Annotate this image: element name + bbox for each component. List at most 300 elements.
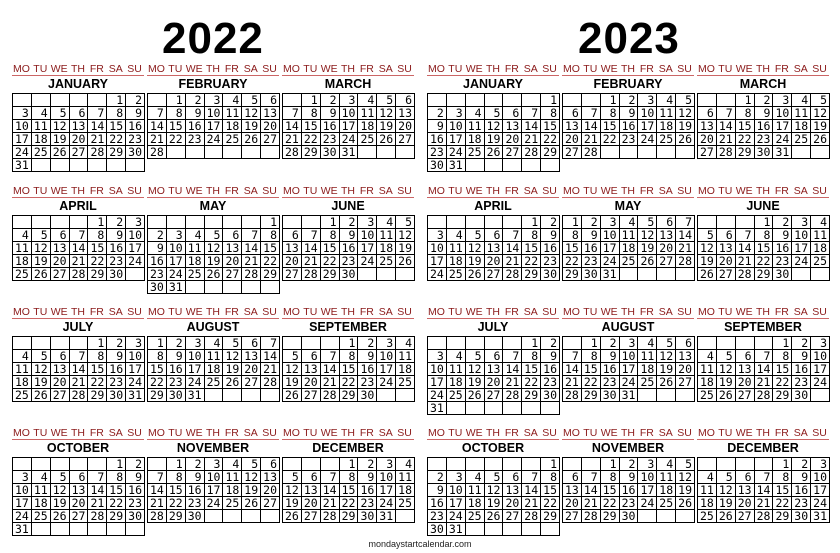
weekday-label: MO [147, 427, 165, 439]
day-cell: 3 [638, 458, 657, 471]
day-cell: 27 [50, 268, 69, 281]
day-cell: 18 [465, 497, 484, 510]
day-cell: 2 [358, 458, 377, 471]
weekday-label: MO [282, 63, 300, 75]
day-cell: 29 [522, 389, 541, 402]
day-cell: 2 [619, 94, 638, 107]
empty-day-cell [69, 523, 88, 536]
weekday-label: WE [735, 185, 753, 197]
day-cell: 16 [428, 497, 447, 510]
empty-day-cell [31, 337, 50, 350]
day-cell: 28 [320, 389, 339, 402]
day-cell: 14 [69, 363, 88, 376]
weekday-label: TH [206, 185, 220, 197]
day-cell: 29 [148, 389, 167, 402]
day-cell: 7 [69, 350, 88, 363]
day-cell: 30 [428, 159, 447, 172]
weekday-label: MO [12, 63, 30, 75]
weekday-label: TH [486, 63, 500, 75]
empty-day-cell [50, 458, 69, 471]
day-cell: 1 [261, 216, 280, 229]
day-cell: 4 [223, 94, 242, 107]
month-name: JULY [62, 320, 94, 334]
weekday-label: TH [756, 185, 770, 197]
day-cell: 24 [638, 133, 657, 146]
day-cell: 21 [581, 497, 600, 510]
day-cell: 21 [754, 376, 773, 389]
empty-day-cell [541, 402, 560, 415]
empty-day-cell [522, 159, 541, 172]
day-cell: 13 [563, 484, 582, 497]
day-cell: 18 [358, 120, 377, 133]
weekday-header [147, 306, 279, 319]
weekday-label: SA [243, 185, 258, 197]
day-cell: 10 [339, 107, 358, 120]
weekday-label: TU [583, 306, 598, 318]
day-cell: 14 [716, 120, 735, 133]
day-cell: 24 [377, 497, 396, 510]
day-cell: 15 [107, 484, 126, 497]
day-cell: 7 [716, 107, 735, 120]
weekday-header [562, 185, 694, 198]
year-2022-title: 2022 [162, 14, 264, 63]
day-cell: 5 [31, 350, 50, 363]
day-cell: 30 [358, 510, 377, 523]
weekday-label: TH [756, 427, 770, 439]
day-cell: 23 [428, 146, 447, 159]
day-cell: 10 [185, 350, 204, 363]
day-cell: 15 [261, 242, 280, 255]
day-cell: 3 [619, 337, 638, 350]
day-cell: 27 [301, 510, 320, 523]
day-cell: 15 [600, 120, 619, 133]
day-cell: 26 [716, 510, 735, 523]
day-cell: 23 [185, 133, 204, 146]
day-cell: 15 [600, 484, 619, 497]
day-cell: 9 [107, 229, 126, 242]
day-cell: 3 [773, 94, 792, 107]
weekday-label: TH [486, 185, 500, 197]
day-cell: 28 [88, 510, 107, 523]
weekday-label: SA [378, 185, 393, 197]
day-cell: 4 [204, 337, 223, 350]
day-cell: 17 [13, 133, 32, 146]
empty-day-cell [428, 216, 447, 229]
day-cell: 5 [716, 350, 735, 363]
day-cell: 27 [396, 133, 415, 146]
day-cell: 8 [735, 107, 754, 120]
day-cell: 28 [148, 146, 167, 159]
weekday-label: TH [621, 427, 635, 439]
day-cell: 26 [638, 255, 657, 268]
day-cell: 17 [619, 363, 638, 376]
day-grid [427, 93, 560, 172]
day-cell: 18 [223, 484, 242, 497]
day-cell: 17 [377, 363, 396, 376]
day-cell: 4 [377, 216, 396, 229]
day-cell: 7 [581, 107, 600, 120]
month-name: APRIL [59, 199, 97, 213]
day-cell: 11 [638, 350, 657, 363]
day-cell: 10 [204, 107, 223, 120]
day-cell: 11 [465, 120, 484, 133]
day-cell: 11 [204, 350, 223, 363]
day-cell: 16 [428, 133, 447, 146]
day-cell: 11 [465, 484, 484, 497]
day-cell: 1 [754, 216, 773, 229]
weekday-label: MO [12, 427, 30, 439]
day-cell: 29 [166, 510, 185, 523]
day-cell: 19 [242, 120, 261, 133]
day-cell: 12 [484, 120, 503, 133]
day-cell: 11 [396, 471, 415, 484]
day-cell: 27 [716, 268, 735, 281]
day-cell: 11 [446, 363, 465, 376]
weekday-label: TH [486, 427, 500, 439]
weekday-label: MO [282, 427, 300, 439]
day-cell: 7 [320, 471, 339, 484]
day-cell: 27 [69, 510, 88, 523]
day-cell: 24 [377, 376, 396, 389]
weekday-label: TU [718, 306, 733, 318]
day-cell: 19 [465, 376, 484, 389]
day-cell: 13 [676, 350, 695, 363]
day-cell: 20 [242, 363, 261, 376]
day-cell: 3 [339, 94, 358, 107]
day-cell: 22 [166, 133, 185, 146]
day-cell: 10 [377, 350, 396, 363]
day-cell: 18 [13, 376, 32, 389]
day-cell: 20 [563, 133, 582, 146]
day-cell: 21 [88, 497, 107, 510]
weekday-label: SA [658, 185, 673, 197]
day-cell: 23 [773, 255, 792, 268]
weekday-label: FR [639, 63, 654, 75]
empty-day-cell [69, 94, 88, 107]
empty-day-cell [166, 146, 185, 159]
day-cell: 3 [446, 107, 465, 120]
empty-day-cell [88, 94, 107, 107]
day-cell: 13 [50, 363, 69, 376]
day-cell: 14 [503, 242, 522, 255]
empty-day-cell [754, 337, 773, 350]
day-cell: 26 [484, 146, 503, 159]
weekday-header [697, 185, 829, 198]
day-cell: 16 [792, 363, 811, 376]
empty-day-cell [676, 146, 695, 159]
empty-day-cell [522, 458, 541, 471]
weekday-label: FR [774, 427, 789, 439]
day-cell: 30 [148, 281, 167, 294]
day-cell: 13 [484, 363, 503, 376]
weekday-label: TU [168, 185, 183, 197]
weekday-label: MO [562, 306, 580, 318]
day-cell: 17 [358, 242, 377, 255]
weekday-header [282, 306, 414, 319]
day-cell: 13 [261, 471, 280, 484]
day-cell: 8 [107, 107, 126, 120]
weekday-label: SA [658, 63, 673, 75]
day-cell: 18 [792, 120, 811, 133]
day-cell: 6 [484, 229, 503, 242]
day-cell: 8 [522, 229, 541, 242]
weekday-label: WE [185, 306, 203, 318]
weekday-label: WE [465, 306, 483, 318]
day-cell: 25 [13, 268, 32, 281]
day-cell: 2 [581, 216, 600, 229]
empty-day-cell [50, 523, 69, 536]
day-cell: 23 [107, 376, 126, 389]
weekday-label: SA [793, 306, 808, 318]
day-cell: 5 [223, 337, 242, 350]
day-cell: 5 [811, 94, 830, 107]
day-cell: 17 [773, 120, 792, 133]
day-cell: 1 [563, 216, 582, 229]
day-cell: 31 [600, 268, 619, 281]
day-cell: 9 [126, 107, 145, 120]
empty-day-cell [31, 523, 50, 536]
empty-day-cell [716, 94, 735, 107]
day-cell: 22 [541, 497, 560, 510]
day-cell: 29 [301, 146, 320, 159]
weekday-label: TH [341, 306, 355, 318]
weekday-label: MO [427, 63, 445, 75]
day-cell: 15 [541, 120, 560, 133]
empty-day-cell [522, 523, 541, 536]
month-name: DECEMBER [727, 441, 799, 455]
day-cell: 25 [446, 268, 465, 281]
empty-day-cell [13, 337, 32, 350]
weekday-label: WE [185, 185, 203, 197]
day-cell: 7 [581, 471, 600, 484]
day-cell: 3 [204, 94, 223, 107]
day-cell: 13 [396, 107, 415, 120]
day-cell: 11 [185, 242, 204, 255]
day-cell: 17 [126, 363, 145, 376]
day-cell: 9 [619, 107, 638, 120]
month-name: OCTOBER [461, 441, 525, 455]
weekday-label: MO [562, 185, 580, 197]
day-cell: 26 [396, 255, 415, 268]
day-cell: 31 [446, 523, 465, 536]
day-cell: 11 [223, 107, 242, 120]
day-cell: 9 [792, 350, 811, 363]
weekday-label: TH [71, 427, 85, 439]
empty-day-cell [465, 523, 484, 536]
empty-day-cell [446, 94, 465, 107]
day-cell: 7 [88, 471, 107, 484]
weekday-label: SA [658, 306, 673, 318]
day-grid [12, 215, 145, 281]
day-cell: 4 [13, 229, 32, 242]
day-cell: 19 [377, 120, 396, 133]
day-cell: 14 [754, 484, 773, 497]
weekday-label: SA [108, 427, 123, 439]
day-cell: 24 [446, 146, 465, 159]
day-cell: 8 [773, 471, 792, 484]
day-cell: 1 [148, 337, 167, 350]
weekday-label: SA [378, 306, 393, 318]
day-cell: 6 [484, 350, 503, 363]
day-cell: 10 [446, 120, 465, 133]
day-cell: 25 [358, 133, 377, 146]
day-cell: 12 [204, 242, 223, 255]
day-cell: 9 [428, 484, 447, 497]
day-cell: 14 [581, 484, 600, 497]
month-name: NOVEMBER [591, 441, 665, 455]
day-cell: 17 [446, 497, 465, 510]
day-cell: 17 [638, 484, 657, 497]
empty-day-cell [503, 523, 522, 536]
day-cell: 11 [396, 350, 415, 363]
weekday-label: FR [504, 63, 519, 75]
weekday-label: TH [206, 427, 220, 439]
day-cell: 20 [261, 484, 280, 497]
day-cell: 15 [563, 242, 582, 255]
day-cell: 9 [148, 242, 167, 255]
weekday-header [562, 63, 694, 76]
day-cell: 26 [242, 497, 261, 510]
day-cell: 28 [283, 146, 302, 159]
day-cell: 10 [13, 120, 32, 133]
empty-day-cell [676, 268, 695, 281]
day-cell: 5 [484, 471, 503, 484]
day-cell: 30 [541, 268, 560, 281]
weekday-label: MO [427, 185, 445, 197]
day-cell: 20 [735, 376, 754, 389]
day-cell: 28 [503, 389, 522, 402]
day-cell: 23 [581, 255, 600, 268]
day-cell: 31 [446, 159, 465, 172]
weekday-label: WE [735, 63, 753, 75]
day-cell: 21 [242, 255, 261, 268]
weekday-label: FR [89, 306, 104, 318]
day-cell: 16 [358, 363, 377, 376]
day-cell: 7 [283, 107, 302, 120]
day-cell: 8 [581, 350, 600, 363]
day-cell: 7 [522, 471, 541, 484]
weekday-label: MO [697, 427, 715, 439]
day-cell: 29 [339, 389, 358, 402]
weekday-label: SU [127, 306, 142, 318]
day-cell: 14 [88, 120, 107, 133]
day-cell: 22 [88, 376, 107, 389]
day-cell: 19 [638, 242, 657, 255]
day-cell: 5 [204, 229, 223, 242]
empty-day-cell [126, 268, 145, 281]
day-cell: 30 [320, 146, 339, 159]
empty-day-cell [638, 510, 657, 523]
day-cell: 11 [13, 363, 32, 376]
weekday-label: WE [320, 306, 338, 318]
day-cell: 13 [223, 242, 242, 255]
day-cell: 31 [377, 510, 396, 523]
day-cell: 15 [166, 484, 185, 497]
day-cell: 14 [148, 484, 167, 497]
weekday-header [282, 185, 414, 198]
weekday-label: WE [735, 427, 753, 439]
day-cell: 28 [261, 376, 280, 389]
empty-day-cell [484, 458, 503, 471]
empty-day-cell [223, 510, 242, 523]
day-cell: 17 [339, 120, 358, 133]
empty-day-cell [204, 146, 223, 159]
day-cell: 16 [126, 484, 145, 497]
weekday-label: FR [774, 185, 789, 197]
weekday-label: SU [127, 427, 142, 439]
empty-day-cell [563, 458, 582, 471]
day-cell: 7 [148, 107, 167, 120]
day-cell: 15 [754, 242, 773, 255]
empty-day-cell [107, 523, 126, 536]
empty-day-cell [503, 159, 522, 172]
day-cell: 23 [148, 268, 167, 281]
day-cell: 19 [242, 484, 261, 497]
day-cell: 11 [698, 484, 717, 497]
day-cell: 16 [600, 363, 619, 376]
day-cell: 7 [148, 471, 167, 484]
day-cell: 22 [301, 133, 320, 146]
empty-day-cell [204, 216, 223, 229]
day-cell: 28 [754, 510, 773, 523]
empty-day-cell [428, 337, 447, 350]
day-cell: 23 [600, 376, 619, 389]
day-cell: 17 [811, 363, 830, 376]
day-cell: 9 [358, 471, 377, 484]
weekday-label: SU [262, 306, 277, 318]
day-cell: 12 [676, 107, 695, 120]
empty-day-cell [446, 402, 465, 415]
day-cell: 20 [698, 133, 717, 146]
day-cell: 19 [484, 133, 503, 146]
day-cell: 8 [339, 471, 358, 484]
day-cell: 24 [13, 510, 32, 523]
day-cell: 16 [185, 484, 204, 497]
empty-day-cell [657, 389, 676, 402]
day-cell: 9 [581, 229, 600, 242]
weekday-label: WE [465, 427, 483, 439]
day-cell: 22 [107, 497, 126, 510]
month-name: OCTOBER [46, 441, 110, 455]
day-cell: 11 [377, 229, 396, 242]
weekday-label: TU [33, 427, 48, 439]
day-cell: 18 [657, 484, 676, 497]
day-cell: 8 [541, 471, 560, 484]
day-cell: 31 [773, 146, 792, 159]
day-cell: 7 [503, 229, 522, 242]
day-cell: 29 [754, 268, 773, 281]
weekday-label: WE [465, 63, 483, 75]
day-cell: 2 [773, 216, 792, 229]
weekday-label: MO [562, 427, 580, 439]
day-cell: 16 [619, 484, 638, 497]
day-cell: 13 [301, 484, 320, 497]
weekday-label: TH [756, 63, 770, 75]
day-cell: 18 [31, 133, 50, 146]
day-cell: 8 [600, 471, 619, 484]
weekday-label: SA [108, 185, 123, 197]
day-cell: 25 [698, 510, 717, 523]
day-cell: 23 [185, 497, 204, 510]
day-cell: 21 [716, 133, 735, 146]
empty-day-cell [484, 216, 503, 229]
weekday-label: TU [303, 427, 318, 439]
day-cell: 10 [811, 471, 830, 484]
empty-day-cell [446, 216, 465, 229]
day-cell: 19 [811, 120, 830, 133]
empty-day-cell [484, 94, 503, 107]
empty-day-cell [148, 216, 167, 229]
